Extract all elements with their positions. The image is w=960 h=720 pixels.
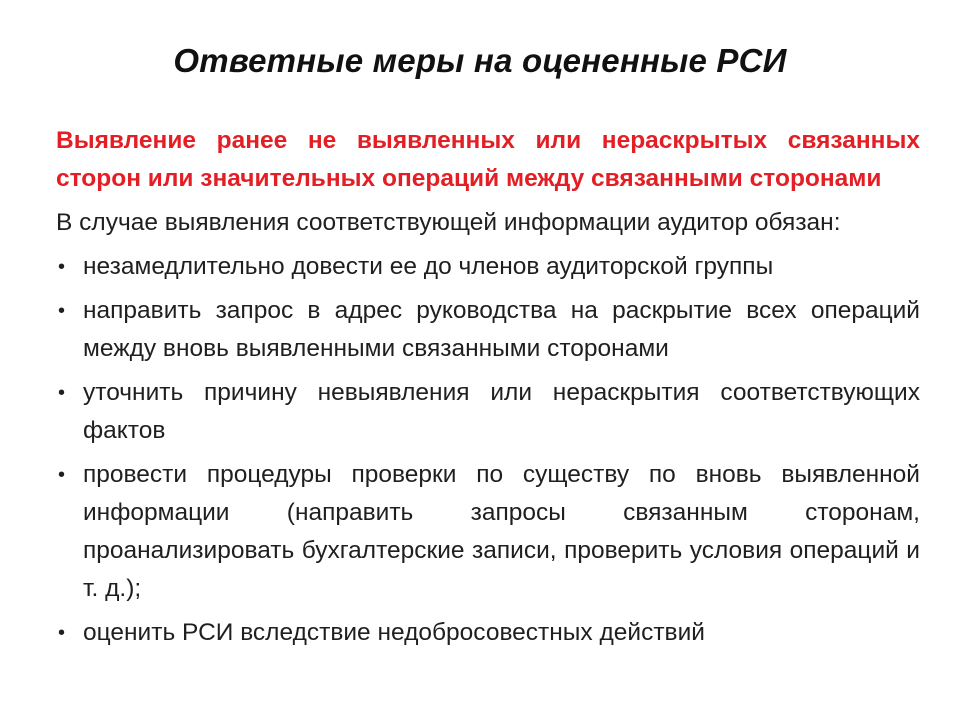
- red-heading: Выявление ранее не выявленных или нераскрытых связанных сторон или значительных операций между связанными сторонами: [56, 127, 920, 192]
- slide-title: Ответные меры на оцененные РСИ: [173, 42, 787, 79]
- bullet-text: незамедлительно довести ее до членов аудиторской группы: [83, 253, 774, 280]
- bullet-list: [56, 248, 920, 652]
- bullet-item: [56, 292, 920, 368]
- intro-paragraph: В случае выявления соответствующей информации аудитор обязан:: [56, 209, 841, 236]
- bullet-text: направить запрос в адрес руководства на раскрытие всех операций между вновь выявленными связанными сторонами: [83, 297, 920, 362]
- bullet-dot-icon: •: [58, 256, 66, 278]
- bullet-text: оценить РСИ вследствие недобросовестных действий: [83, 619, 705, 646]
- bullet-dot-icon: •: [58, 464, 66, 486]
- bullet-item: [56, 614, 920, 652]
- bullet-item: [56, 248, 920, 286]
- bullet-dot-icon: •: [58, 622, 66, 644]
- slide-content: [56, 122, 920, 658]
- bullet-item: [56, 374, 920, 450]
- bullet-dot-icon: •: [58, 382, 66, 404]
- bullet-item: [56, 456, 920, 608]
- bullet-text: провести процедуры проверки по существу по вновь выявленной информации (направить запросы связанным сторонам, проанализировать бухгалтерские записи, проверить условия операций и т. д.);: [83, 461, 920, 602]
- bullet-dot-icon: •: [58, 300, 66, 322]
- bullet-text: уточнить причину невыявления или нераскрытия соответствующих фактов: [83, 379, 920, 444]
